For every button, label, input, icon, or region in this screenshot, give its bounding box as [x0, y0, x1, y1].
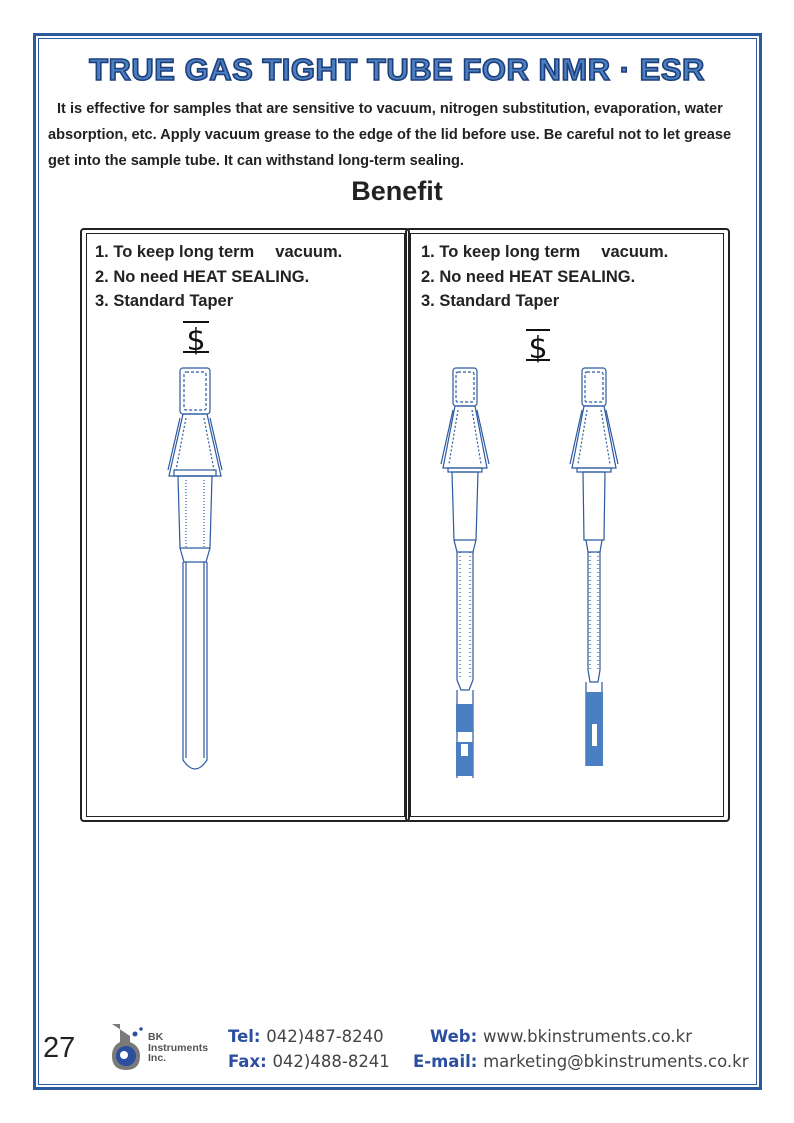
taper-symbol-glyph: $ [186, 323, 206, 358]
benefit-item: 2. No need HEAT SEALING. [421, 267, 636, 286]
contact-fax: Fax: 042)488-8241 [228, 1052, 390, 1071]
tel-value: 042)487-8240 [266, 1027, 384, 1046]
esr-tube-a-sample [456, 704, 473, 776]
benefit-item: 1. To keep long term vacuum. [421, 243, 669, 261]
benefit-item: 3. Standard Taper [421, 292, 560, 310]
page-number: 27 [43, 1032, 76, 1064]
page-title: TRUE GAS TIGHT TUBE FOR NMR · ESR [89, 52, 705, 87]
web-label: Web [430, 1027, 471, 1046]
nmr-tube-left [168, 368, 222, 769]
web-link[interactable]: www.bkinstruments.co.kr [482, 1027, 693, 1046]
standard-taper-symbol-left [183, 322, 209, 358]
email-link[interactable]: marketing@bkinstruments.co.kr [483, 1052, 749, 1071]
standard-taper-symbol-right [526, 330, 550, 366]
esr-tube-b-sample [586, 692, 603, 766]
tel-label: Tel [228, 1027, 254, 1046]
benefit-heading: Benefit [351, 176, 443, 206]
benefit-item: 1. To keep long term vacuum. [95, 243, 343, 261]
logo-line: BK [148, 1031, 164, 1043]
email-label: E-mail [413, 1052, 471, 1071]
contact-email: E-mail: marketing@bkinstruments.co.kr [413, 1052, 749, 1071]
company-logo [108, 1022, 218, 1072]
fax-value: 042)488-8241 [272, 1052, 390, 1071]
flask-logo-icon [108, 1022, 148, 1072]
benefit-item: 3. Standard Taper [95, 292, 234, 310]
benefit-item: 2. No need HEAT SEALING. [95, 267, 310, 286]
fax-label: Fax [228, 1052, 261, 1071]
intro-paragraph: It is effective for samples that are sensitive to vacuum, nitrogen substitution, evaporation, water absorption, etc. Apply vacuum grease to the edge of the lid before use. Be careful not to let grease get into the sample tube. It can withstand long-term sealing. [48, 101, 732, 169]
taper-symbol-glyph: $ [528, 331, 548, 366]
logo-text [148, 1032, 208, 1064]
contact-web: Web: www.bkinstruments.co.kr [430, 1027, 693, 1046]
logo-line: Instruments [148, 1041, 209, 1054]
contact-tel: Tel: 042)487-8240 [228, 1027, 384, 1046]
logo-line: Inc. [148, 1052, 167, 1064]
